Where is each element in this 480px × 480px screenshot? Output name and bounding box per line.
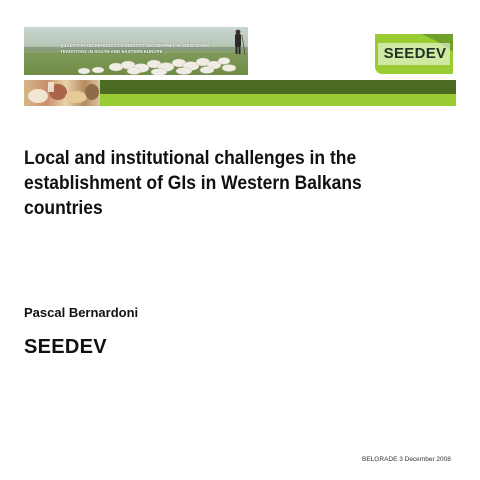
title-line-3: countries (24, 198, 103, 219)
title-line-1: Local and institutional challenges in the (24, 148, 357, 169)
food-photo-strip (24, 80, 100, 106)
banner-caption-line1: QUALITY FOOD PRODUCTS LINKED TO GEOGRAPHICAL ORIGIN AND (60, 43, 210, 48)
header-bar-light (100, 94, 456, 106)
organization-name: SEEDEV (24, 336, 107, 358)
banner-caption-line2: TRADITIONS IN SOUTH AND EASTERN EUROPE (60, 49, 163, 54)
title-line-2: establishment of GIs in Western Balkans (24, 173, 362, 194)
food-products-illustration (24, 80, 100, 106)
author-name: Pascal Bernardoni (24, 305, 139, 320)
banner-caption (60, 43, 240, 55)
header-banner-photo (24, 27, 248, 75)
header-bar-dark (100, 80, 456, 94)
footer-date: BELGRADE 3 December 2008 (362, 456, 451, 463)
seedev-logo (375, 34, 453, 74)
logo-wordmark: SEEDEV (383, 45, 447, 62)
slide-title (24, 146, 410, 221)
